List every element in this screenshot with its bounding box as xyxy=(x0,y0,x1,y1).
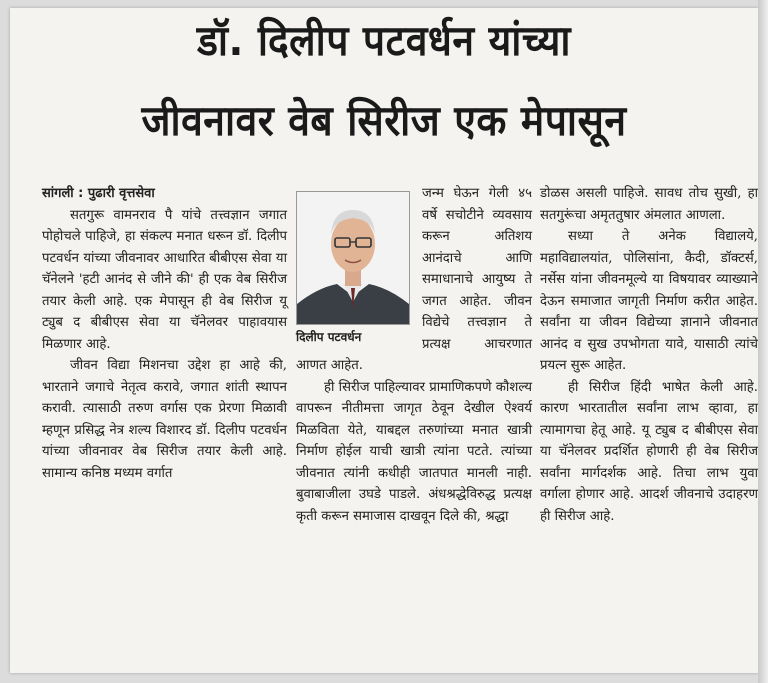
headline-line-1: डॉ. दिलीप पटवर्धन यांच्या xyxy=(196,16,572,65)
paragraph: ही सिरीज हिंदी भाषेत केली आहे. कारण भारतातील सर्वांना लाभ व्हावा, हा त्यामागचा हेतू आहे. यू ट्युब द बीबीएस सेवा या चॅनेलवर प्रदर्शित होणारी ही वेब सिरीज सर्वांना मार्गदर्शक आहे. तिचा लाभ युवा वर्गाला होणार आहे. आदर्श जीवनाचे उदाहरण ही सिरीज आहे. xyxy=(540,379,758,524)
headline-line-2: जीवनावर वेब सिरीज एक मेपासून xyxy=(141,96,627,145)
photo-caption: दिलीप पटवर्धन xyxy=(296,330,362,344)
paragraph: ही सिरीज पाहिल्यावर प्रामाणिकपणे कौशल्य वापरून नीतीमत्ता जागृत ठेवून देखील ऐश्वर्य मिळविता येते, याबद्दल तरुणांच्या मनात खात्री निर्माण होईल याची खात्री त्यांना पटते. त्यांच्या जीवनात त्यांनी कधीही जातपात मानली नाही. बुवाबाजीला उघडे पाडले. अंधश्रद्धेविरुद्ध प्रत्यक्ष कृती करून समाजास दाखवून दिले की, श्रद्धा xyxy=(296,379,532,524)
paragraph: डोळस असली पाहिजे. सावध तोच सुखी, हा सतगुरूंचा अमृततुषार अंमलात आणला. xyxy=(540,186,758,223)
article-column-3 xyxy=(540,183,758,527)
portrait-illustration xyxy=(297,192,409,324)
paragraph: जीवन विद्या मिशनचा उद्देश हा आहे की, भारताने जगाचे नेतृत्व करावे, जगात शांती स्थापन करावी. त्यासाठी तरुण वर्गास एक प्रेरणा मिळावी म्हणून प्रसिद्ध नेत्र शल्य विशारद डॉ. दिलीप पटवर्धन यांच्या जीवनावर वेब सिरीज तयार केली आहे. सामान्य कनिष्ठ मध्यम वर्गात xyxy=(42,358,287,481)
portrait-photo xyxy=(296,191,410,325)
paragraph: जन्म घेऊन गेली ४५ वर्षे सचोटीने व्यवसाय करून अतिशय आनंदाचे आणि समाधानाचे आयुष्य ते जगत आहेत. जीवन विद्येचे तत्त्वज्ञान ते प्रत्यक्ष आचरणात आणत आहेत. xyxy=(296,186,532,373)
dateline: सांगली : पुढारी वृत्तसेवा xyxy=(42,186,155,201)
article-column-2 xyxy=(296,183,532,527)
paragraph: सतगुरू वामनराव पै यांचे तत्त्वज्ञान जगात पोहोचले पाहिजे, हा संकल्प मनात धरून डॉ. दिलीप पटवर्धन यांच्या जीवनावर आधारित बीबीएस सेवा या चॅनेलने 'हटी आनंद से जीने की' ही एक वेब सिरीज तयार केली आहे. एक मेपासून ही वेब सिरीज यू ट्युब द बीबीएस सेवा या चॅनेलवर पाहावयास मिळणार आहे. xyxy=(42,207,287,352)
portrait-figure xyxy=(296,183,414,347)
page-edge xyxy=(758,0,768,683)
article-column-1 xyxy=(42,183,287,484)
paragraph: सध्या ते अनेक विद्यालये, महाविद्यालयांत, पोलिसांना, कैदी, डॉक्टर्स, नर्सेस यांना जीवनमूल्ये या विषयावर व्याख्याने देऊन समाजात जागृती निर्माण करीत आहेत. सर्वांना या जीवन विद्येच्या ज्ञानाने जीवनात आनंद व सुख उपभोगता यावे, यासाठी त्यांचे प्रयत्न सुरू आहेत. xyxy=(540,229,758,373)
newspaper-clipping xyxy=(10,8,758,673)
